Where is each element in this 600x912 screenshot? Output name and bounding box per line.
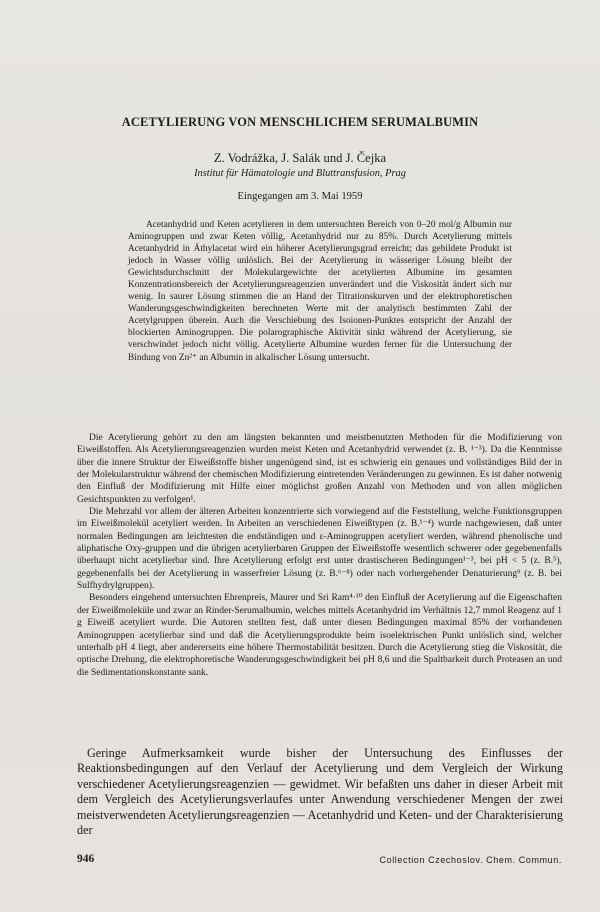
body-text xyxy=(77,432,562,679)
large-paragraph: Geringe Aufmerksamkeit wurde bisher der Untersuchung des Einflusses der Reaktionsbedingungen auf den Verlauf der Acetylierung und dem Vergleich der Wirkung verschiedener Acetylierungsreagenzien — gewidmet. Wir befaßten uns daher in dieser Arbeit mit dem Vergleich des Acetylierungsverlaufes unter Anwendung verschiedener Mengen der zwei meistverwendeten Acetylierungsreagenzien — Acetanhydrid und Keten- und der Charakterisierung der xyxy=(77,746,563,838)
body-paragraph-2: Die Mehrzahl vor allem der älteren Arbeiten konzentrierte sich vorwiegend auf die Feststellung, welche Funktionsgruppen im Eiweißmolekül acetyliert werden. In Arbeiten an verschiedenen Eiweißtypen (z. B.¹⁻⁴) wurde nachgewiesen, daß unter normalen Bedingungen am leichtesten die endständigen und ε-Aminogruppen acetyliert werden, während phenolische und aliphatische Oxy-gruppen und die übrigen acetylierbaren Gruppen der Eiweißstoffe wesentlich schwerer oder gegebenenfalls überhaupt nicht acetylierbar sind. Ihre Acetylierung erfolgt erst unter drastischeren Bedingungen¹⁻³, bei pH < 5 (z. B.⁵), gegebenenfalls bei der Acetylierung in wasserfreier Lösung (z. B.⁶⁻⁸) oder nach vorhergehender Denaturierung⁹ (z. B. bei Sulfhydrylgruppen). xyxy=(77,507,562,592)
article-authors: Z. Vodrážka, J. Salák und J. Čejka xyxy=(213,151,387,165)
author-affiliation: Institut für Hämatologie und Bluttransfusion, Prag xyxy=(194,168,406,179)
journal-name: Collection Czechoslov. Chem. Commun. xyxy=(379,855,562,865)
received-date: Eingegangen am 3. Mai 1959 xyxy=(237,191,363,202)
body-paragraph-3: Besonders eingehend untersuchten Ehrenpreis, Maurer und Sri Ram⁴·¹⁰ den Einfluß der Acetylierung auf die Eigenschaften der Eiweißmoleküle und zwar an Rinder-Serumalbumin, welches mittels Acetanhydrid im Verhältnis 12,7 mmol Reagenz auf 1 g Eiweiß acetyliert wurde. Die Autoren stellten fest, daß unter diesen Bedingungen maximal 85% der vorhandenen Aminogruppen acetylierbar sind und daß die Acetylierungsprodukte beim isoelektrischen Punkt unlöslich sind, welcher unterhalb pH 4 liegt, aber andererseits eine höhere Thermostabilität besitzen. Durch die Acetylierung stieg die Viskosität, die optische Drehung, die elektrophoretische Wanderungsgeschwindigkeit bei pH 8,6 und die Spaltbarkeit durch Proteasen an und die Sedimentationskonstante sank. xyxy=(77,593,562,678)
body-paragraph-1: Die Acetylierung gehört zu den am längsten bekannten und meistbenutzten Methoden für die Modifizierung von Eiweißstoffen. Als Acetylierungsreagenzien wurden meist Keten und Acetanhydrid verwendet (z. B. ¹⁻³). Da die Kenntnisse über die innere Struktur der Eiweißstoffe bisher ungenügend sind, ist es schwierig ein genaues und vollständiges Bild der in der Molekularstruktur während der chemischen Modifizierung eintretenden Veränderungen zu gewinnen. Es ist daher notwenig den Einfluß der Modifizierung mit Hilfe einer möglichst großen Anzahl von Methoden und von allen möglichen Gesichtspunkten zu verfolgen¹. xyxy=(77,433,562,505)
abstract: Acetanhydrid und Keten acetylieren in dem untersuchten Bereich von 0–20 mol/g Albumin nur Aminogruppen und zwar Keten völlig, Acetanhydrid nur zu 85%. Durch Acetylierung mittels Acetanhydrid in Äthylacetat wird ein höherer Acetylierungsgrad erreicht; das gebildete Produkt ist jedoch in Wasser völlig unlöslich. Bei der Acetylierung in wässeriger Lösung bleibt der Gewichtsdurchschnitt der Molekulargewichte der acetylierten Albumine im gesamten Konzentrationsbereich der Acetylierungsreagenzien unverändert und die Viskosität ändert sich nur wenig. In saurer Lösung stimmen die an Hand der Titrationskurven und der elektrophoretischen Wanderungsgeschwindigkeiten berechneten Werte mit der analytisch bestimmten Zahl der Acetylgruppen überein. Auch die Verschiebung des Isoionen-Punktes entspricht der Anzahl der blockierten Aminogruppen. Die polarographische Aktivität sinkt während der Acetylierung, sie verschwindet jedoch nicht völlig. Acetylierte Albumine wurden ferner für die Untersuchung der Bindung von Zn²⁺ an Albumin in alkalischer Lösung untersucht. xyxy=(128,220,512,363)
article-title: ACETYLIERUNG VON MENSCHLICHEM SERUMALBUMIN xyxy=(121,115,479,129)
page-number: 946 xyxy=(77,853,95,865)
